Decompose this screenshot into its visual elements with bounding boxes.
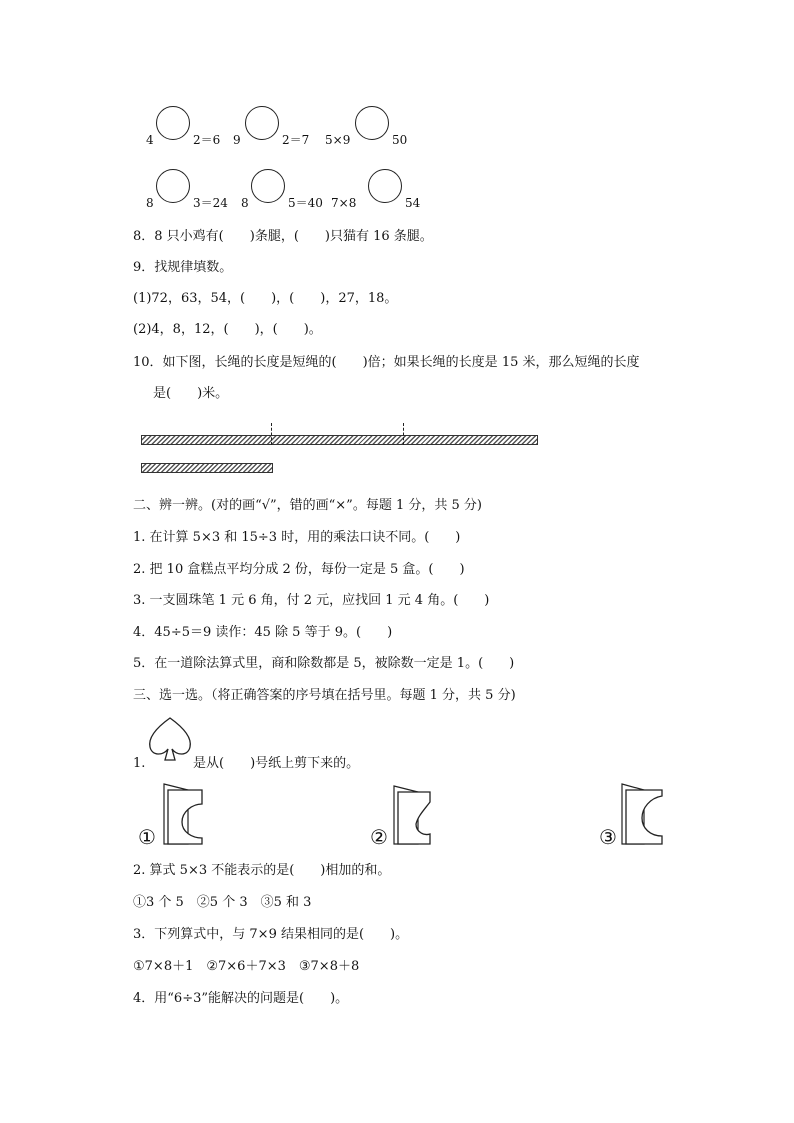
judge-item: 2. 把 10 盒糕点平均分成 2 份，每份一定是 5 盒。( ) [133,562,465,577]
expr-right: 5＝40 [288,196,323,210]
expr-left: 8 [146,196,154,210]
question-2-options: ①3 个 5 ②5 个 3 ③5 和 3 [133,895,312,910]
option-label: ② [370,825,388,849]
question-10-line1: 10．如下图，长绳的长度是短绳的( )倍；如果长绳的长度是 15 米，那么短绳的长度 [133,355,640,370]
answer-circle[interactable] [156,106,190,140]
rope-divider [403,423,404,445]
option-label: ③ [599,825,617,849]
question-1-text: 是从( )号纸上剪下来的。 [193,756,360,771]
judge-item: 3. 一支圆珠笔 1 元 6 角，付 2 元，应找回 1 元 4 角。( ) [133,593,490,608]
expr-right: 54 [405,196,421,210]
answer-circle[interactable] [156,169,190,203]
question-3: 3．下列算式中，与 7×9 结果相同的是( )。 [133,927,409,942]
expr-right: 2＝6 [193,133,221,147]
spade-shape-icon [146,716,194,764]
question-9-2: (2)4，8，12，( )，( )。 [133,322,322,337]
part3-heading: 三、选一选。（将正确答案的序号填在括号里。每题 1 分，共 5 分) [133,688,516,703]
expr-left: 8 [241,196,249,210]
folded-paper-1-icon[interactable] [158,780,208,850]
question-4: 4．用“6÷3”能解决的问题是( )。 [133,991,349,1006]
expr-left: 4 [146,133,154,147]
expr-right: 3＝24 [193,196,228,210]
folded-paper-2-icon[interactable] [390,780,440,850]
question-2: 2. 算式 5×3 不能表示的是( )相加的和。 [133,863,391,878]
answer-circle[interactable] [355,106,389,140]
long-rope [141,435,538,445]
folded-paper-3-icon[interactable] [618,780,668,850]
expr-left: 5×9 [325,133,351,147]
question-3-options: ①7×8＋1 ②7×6＋7×3 ③7×8＋8 [133,959,360,974]
rope-divider [271,423,272,445]
judge-item: 4．45÷5＝9 读作：45 除 5 等于 9。( ) [133,625,393,640]
answer-circle[interactable] [251,169,285,203]
answer-circle[interactable] [245,106,279,140]
question-10-line2: 是( )米。 [153,386,229,401]
question-9-1: (1)72，63，54，( )，( )，27，18。 [133,291,398,306]
question-8: 8．8 只小鸡有( )条腿，( )只猫有 16 条腿。 [133,229,433,244]
answer-circle[interactable] [368,169,402,203]
expr-left: 9 [233,133,241,147]
part2-heading: 二、辨一辨。(对的画“√”，错的画“×”。每题 1 分，共 5 分) [133,498,482,513]
short-rope [141,463,273,473]
judge-item: 1. 在计算 5×3 和 15÷3 时，用的乘法口诀不同。( ) [133,530,461,545]
question-number: 1. [133,756,146,771]
expr-right: 2＝7 [282,133,310,147]
option-label: ① [138,825,156,849]
question-9: 9．找规律填数。 [133,260,233,275]
expr-right: 50 [392,133,408,147]
expr-left: 7×8 [331,196,357,210]
judge-item: 5．在一道除法算式里，商和除数都是 5，被除数一定是 1。( ) [133,656,515,671]
